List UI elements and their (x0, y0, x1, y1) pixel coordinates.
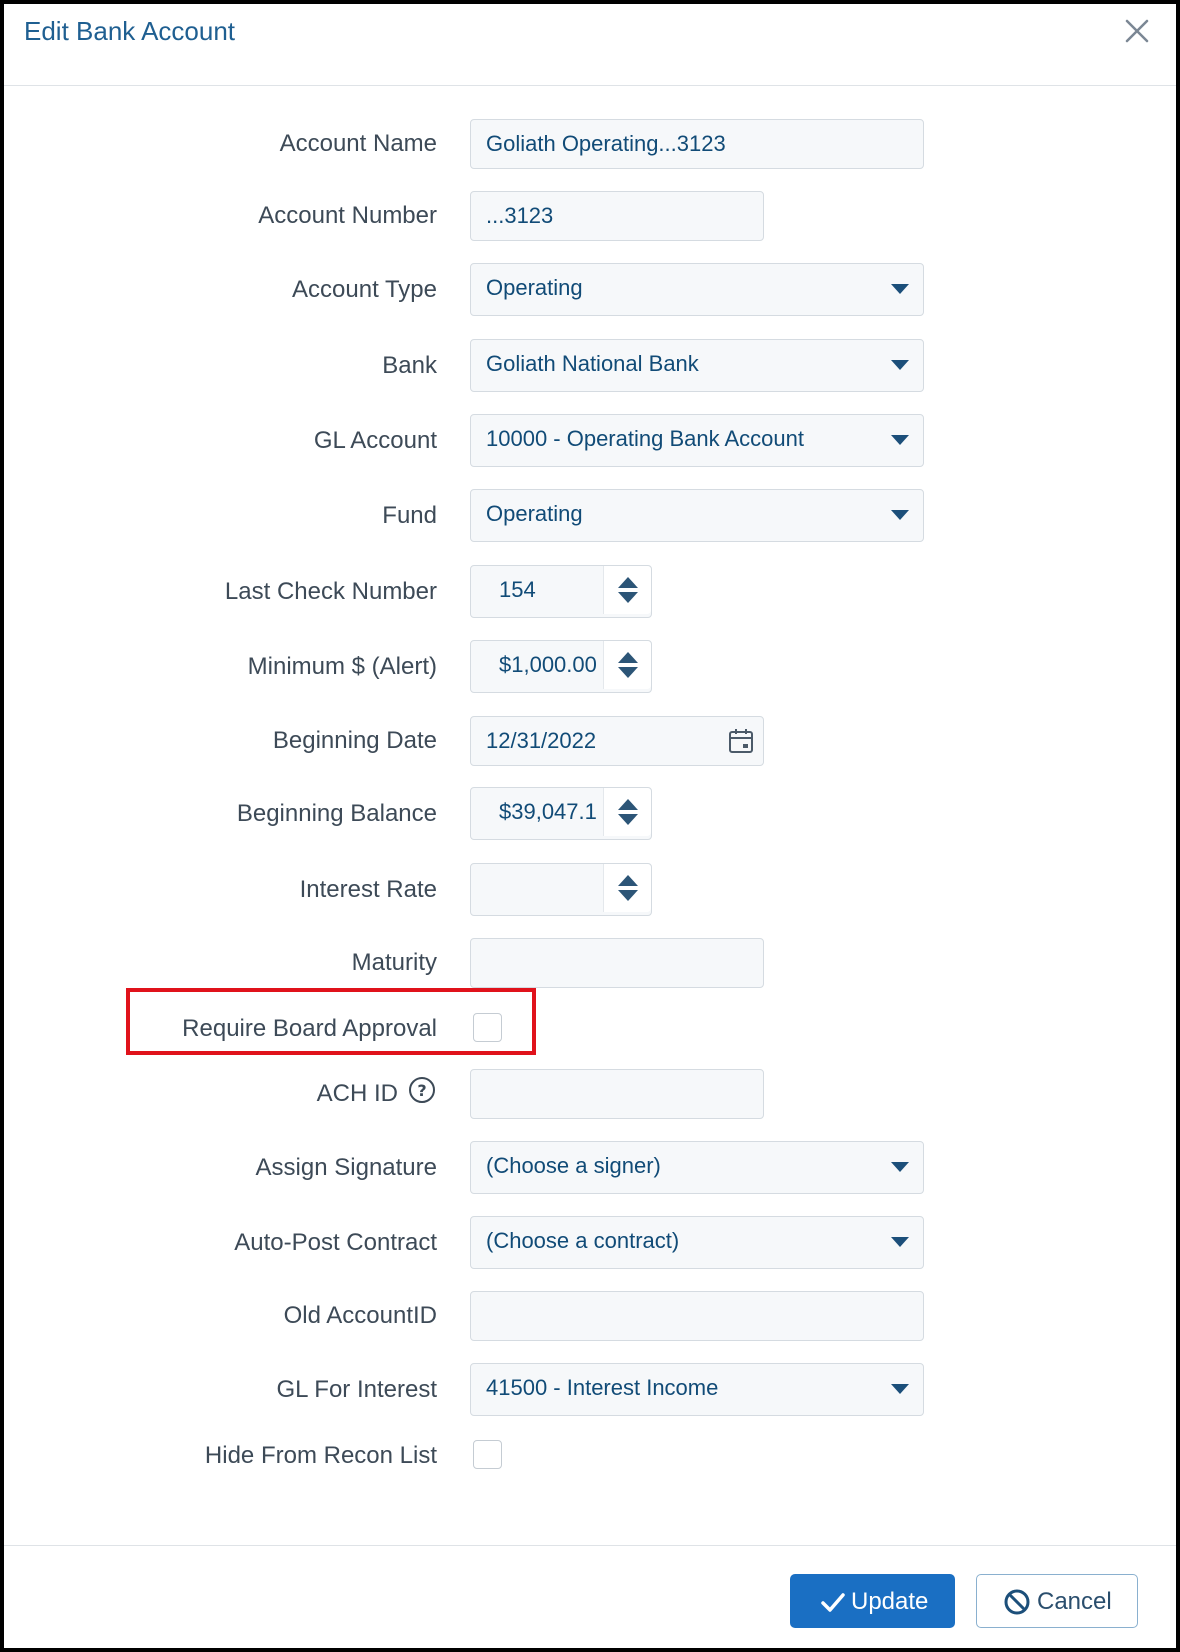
cancel-button[interactable] (976, 1574, 1138, 1628)
assign-signature-label: Assign Signature (255, 1154, 437, 1181)
ach-id-label: ACH ID (316, 1080, 398, 1107)
update-button[interactable] (790, 1574, 955, 1628)
calendar-icon[interactable] (727, 727, 755, 755)
fund-select[interactable] (470, 489, 924, 542)
gl-for-interest-value: 41500 - Interest Income (486, 1375, 719, 1400)
footer-divider (4, 1545, 1176, 1546)
close-icon[interactable] (1122, 16, 1152, 46)
beginning-date-input[interactable] (470, 716, 764, 766)
chevron-down-icon (891, 510, 909, 520)
bank-select[interactable] (470, 339, 924, 392)
spinner-icon[interactable] (603, 641, 651, 689)
help-icon[interactable] (408, 1076, 436, 1104)
account-type-value: Operating (486, 275, 583, 300)
maturity-input[interactable] (470, 938, 764, 988)
assign-signature-value: (Choose a signer) (486, 1153, 661, 1178)
last-check-number-input[interactable] (470, 565, 652, 618)
auto-post-contract-select[interactable] (470, 1216, 924, 1269)
minimum-alert-value: $1,000.00 (499, 652, 597, 677)
gl-account-value: 10000 - Operating Bank Account (486, 426, 804, 451)
chevron-down-icon (891, 284, 909, 294)
bank-label: Bank (382, 352, 437, 379)
chevron-down-icon (891, 1162, 909, 1172)
account-name-input[interactable] (470, 119, 924, 169)
spinner-icon[interactable] (603, 864, 651, 912)
check-icon (819, 1588, 847, 1616)
account-type-select[interactable] (470, 263, 924, 316)
hide-from-recon-list-label: Hide From Recon List (204, 1442, 437, 1469)
dialog-title: Edit Bank Account (24, 16, 236, 46)
account-number-input[interactable] (470, 191, 764, 241)
minimum-alert-input[interactable] (470, 640, 652, 693)
spinner-icon[interactable] (603, 788, 651, 836)
auto-post-contract-label: Auto-Post Contract (234, 1229, 437, 1256)
account-type-label: Account Type (292, 276, 437, 303)
interest-rate-input[interactable] (470, 863, 652, 916)
interest-rate-label: Interest Rate (299, 876, 437, 903)
require-board-approval-checkbox[interactable] (473, 1013, 502, 1042)
cancel-button-label: Cancel (1037, 1588, 1112, 1615)
fund-label: Fund (382, 502, 437, 529)
account-name-value: Goliath Operating...3123 (486, 131, 726, 156)
chevron-down-icon (891, 360, 909, 370)
account-number-label: Account Number (258, 202, 437, 229)
last-check-number-value: 154 (499, 577, 536, 602)
minimum-alert-label: Minimum $ (Alert) (247, 653, 437, 680)
bank-value: Goliath National Bank (486, 351, 699, 376)
ach-id-input[interactable] (470, 1069, 764, 1119)
chevron-down-icon (891, 1384, 909, 1394)
last-check-number-label: Last Check Number (224, 578, 437, 605)
assign-signature-select[interactable] (470, 1141, 924, 1194)
hide-from-recon-list-checkbox[interactable] (473, 1440, 502, 1469)
chevron-down-icon (891, 1237, 909, 1247)
beginning-balance-input[interactable] (470, 787, 652, 840)
gl-for-interest-select[interactable] (470, 1363, 924, 1416)
gl-account-select[interactable] (470, 414, 924, 467)
chevron-down-icon (891, 435, 909, 445)
spinner-icon[interactable] (603, 566, 651, 614)
gl-for-interest-label: GL For Interest (276, 1376, 437, 1403)
require-board-approval-label: Require Board Approval (182, 1015, 437, 1042)
account-name-label: Account Name (279, 130, 437, 157)
beginning-balance-value: $39,047.1 (499, 799, 597, 824)
auto-post-contract-value: (Choose a contract) (486, 1228, 680, 1253)
old-account-id-label: Old AccountID (283, 1302, 437, 1329)
ban-icon (1003, 1588, 1031, 1616)
dialog-header (4, 4, 1176, 86)
update-button-label: Update (851, 1588, 929, 1615)
maturity-label: Maturity (351, 949, 437, 976)
beginning-date-value: 12/31/2022 (486, 728, 597, 753)
gl-account-label: GL Account (313, 427, 437, 454)
old-account-id-input[interactable] (470, 1291, 924, 1341)
beginning-date-label: Beginning Date (272, 727, 437, 754)
account-number-value: ...3123 (486, 203, 554, 228)
svg-text:?: ? (417, 1081, 427, 1100)
beginning-balance-label: Beginning Balance (236, 800, 437, 827)
fund-value: Operating (486, 501, 583, 526)
